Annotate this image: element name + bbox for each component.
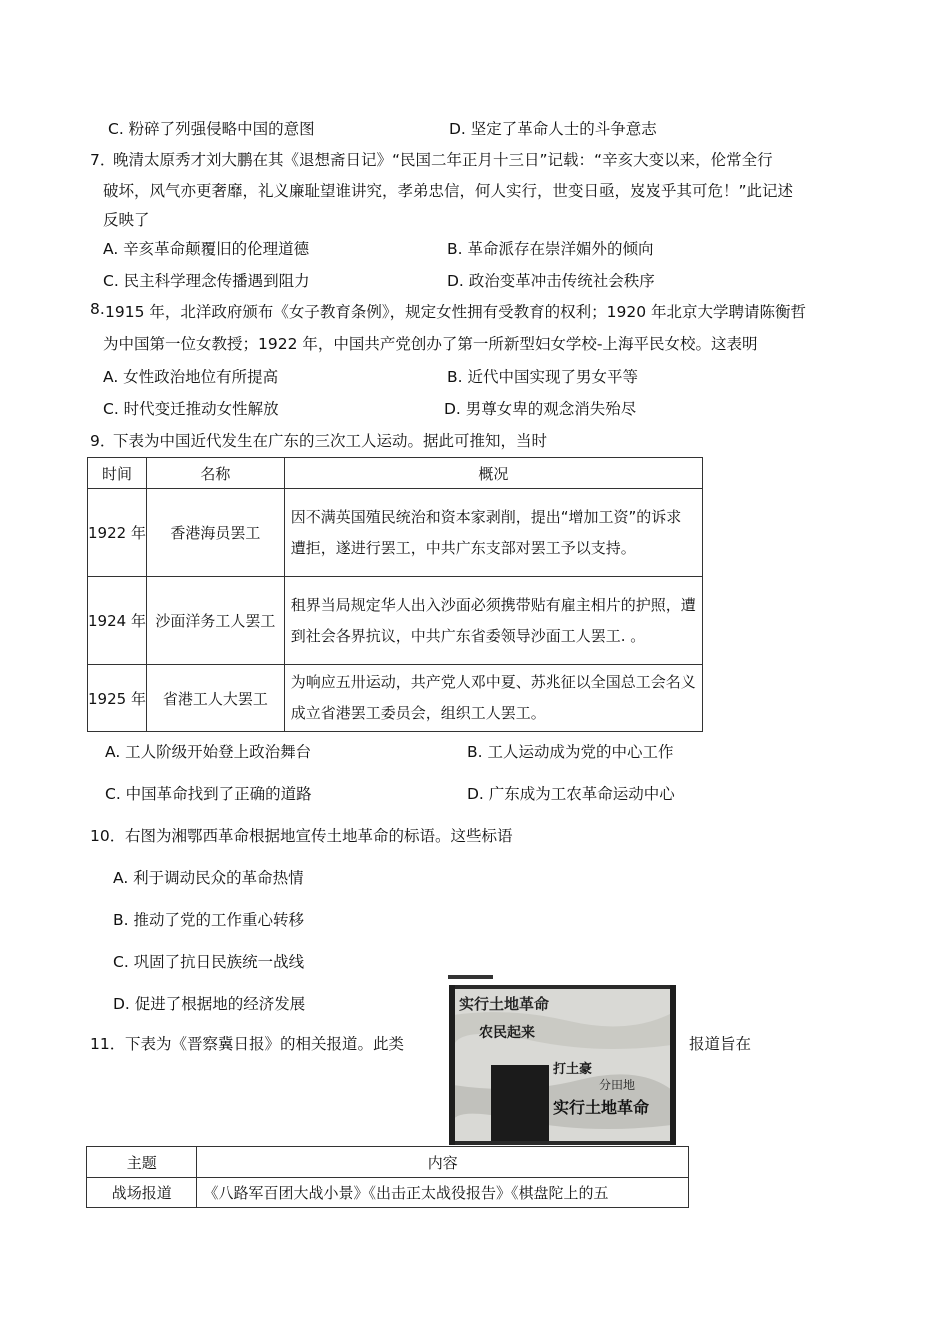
q11-stem-right: 报道旨在 (689, 1035, 752, 1053)
q10-option-d: D. 促进了根据地的经济发展 (113, 995, 306, 1013)
q11-table (86, 1146, 689, 1208)
slogan-text-2: 农民起来 (479, 1025, 535, 1041)
q6-option-c: C. 粉碎了列强侵略中国的意图 (108, 120, 315, 138)
q9-option-a: A. 工人阶级开始登上政治舞台 (105, 743, 312, 761)
q7-option-c: C. 民主科学理念传播遇到阻力 (103, 272, 310, 290)
q9-row-name: 省港工人大罢工 (146, 665, 284, 732)
q7-stem-line-1: 晚清太原秀才刘大鹏在其《退想斋日记》“民国二年正月十三日”记载：“辛亥大变以来，伦常全行 (113, 151, 773, 169)
q11-stem-left: 下表为《晋察冀日报》的相关报道。此类 (125, 1035, 405, 1053)
q8-stem-line-2: 为中国第一位女教授；1922 年，中国共产党创办了第一所新型妇女学校-上海平民女校。这表明 (103, 335, 758, 353)
q7-option-a: A. 辛亥革命颠覆旧的伦理道德 (103, 240, 310, 258)
q7-option-b: B. 革命派存在崇洋媚外的倾向 (447, 240, 654, 258)
slogan-photo (449, 985, 676, 1145)
q9-row-desc: 租界当局规定华人出入沙面必须携带贴有雇主相片的护照，遭到社会各界抗议，中共广东省委领导沙面工人罢工. 。 (284, 577, 702, 665)
table-row (88, 489, 703, 577)
slogan-text-1: 实行土地革命 (459, 995, 550, 1013)
q6-option-d: D. 坚定了革命人士的斗争意志 (449, 120, 657, 138)
q9-option-c: C. 中国革命找到了正确的道路 (105, 785, 312, 803)
q10-option-b: B. 推动了党的工作重心转移 (113, 911, 304, 929)
q7-stem-line-2: 破坏，风气亦更奢靡，礼义廉耻望谁讲究，孝弟忠信，何人实行，世变日亟，岌岌乎其可危！”此记述 (103, 182, 794, 200)
q11-number: 11． (90, 1035, 126, 1053)
q7-number: 7． (90, 151, 116, 169)
q9-stem: 下表为中国近代发生在广东的三次工人运动。据此可推知，当时 (113, 432, 548, 450)
table-row (87, 1178, 689, 1208)
q9-row-name: 沙面洋务工人罢工 (146, 577, 284, 665)
q11-row-content: 《八路军百团大战小景》《出击正太战役报告》《棋盘陀上的五 (197, 1178, 689, 1208)
q11-header-topic: 主题 (87, 1147, 197, 1178)
q10-stem: 右图为湘鄂西革命根据地宣传土地革命的标语。这些标语 (125, 827, 513, 845)
slogan-text-5: 实行土地革命 (553, 1098, 650, 1117)
slogan-text-3: 打土豪 (553, 1062, 593, 1077)
q9-row-name: 香港海员罢工 (146, 489, 284, 577)
q9-option-d: D. 广东成为工农革命运动中心 (467, 785, 675, 803)
q11-row-topic: 战场报道 (87, 1178, 197, 1208)
q7-stem-line-3: 反映了 (103, 211, 150, 229)
table-row (88, 577, 703, 665)
q9-row-time: 1922 年 (88, 489, 147, 577)
q11-header-content: 内容 (197, 1147, 689, 1178)
q9-header-name: 名称 (146, 458, 284, 489)
q10-number: 10． (90, 827, 126, 845)
doorway-shape (491, 1065, 549, 1141)
q9-number: 9． (90, 432, 116, 450)
q10-option-a: A. 利于调动民众的革命热情 (113, 869, 304, 887)
q9-header-desc: 概况 (284, 458, 702, 489)
table-row (88, 665, 703, 732)
photo-edge (448, 975, 493, 979)
q9-row-desc: 因不满英国殖民统治和资本家剥削，提出“增加工资”的诉求遭拒，遂进行罢工，中共广东支部对罢工予以支持。 (284, 489, 702, 577)
q9-table (87, 457, 703, 732)
q8-option-d: D. 男尊女卑的观念消失殆尽 (444, 400, 637, 418)
q9-header-time: 时间 (88, 458, 147, 489)
q9-table-header (88, 458, 703, 489)
q9-row-time: 1925 年 (88, 665, 147, 732)
q8-number: 8. (90, 300, 105, 318)
q9-option-b: B. 工人运动成为党的中心工作 (467, 743, 674, 761)
q9-row-desc: 为响应五卅运动，共产党人邓中夏、苏兆征以全国总工会名义成立省港罢工委员会，组织工人罢工。 (284, 665, 702, 732)
slogan-text-4: 分田地 (599, 1078, 636, 1092)
q10-option-c: C. 巩固了抗日民族统一战线 (113, 953, 305, 971)
q8-stem-line-1: 1915 年，北洋政府颁布《女子教育条例》，规定女性拥有受教育的权利；1920 年北京大学聘请陈衡哲 (105, 303, 806, 321)
q8-option-b: B. 近代中国实现了男女平等 (447, 368, 638, 386)
q8-option-a: A. 女性政治地位有所提高 (103, 368, 279, 386)
q9-row-time: 1924 年 (88, 577, 147, 665)
q7-option-d: D. 政治变革冲击传统社会秩序 (447, 272, 655, 290)
slogan-photo-svg (449, 985, 676, 1145)
q8-option-c: C. 时代变迁推动女性解放 (103, 400, 279, 418)
q11-table-header (87, 1147, 689, 1178)
